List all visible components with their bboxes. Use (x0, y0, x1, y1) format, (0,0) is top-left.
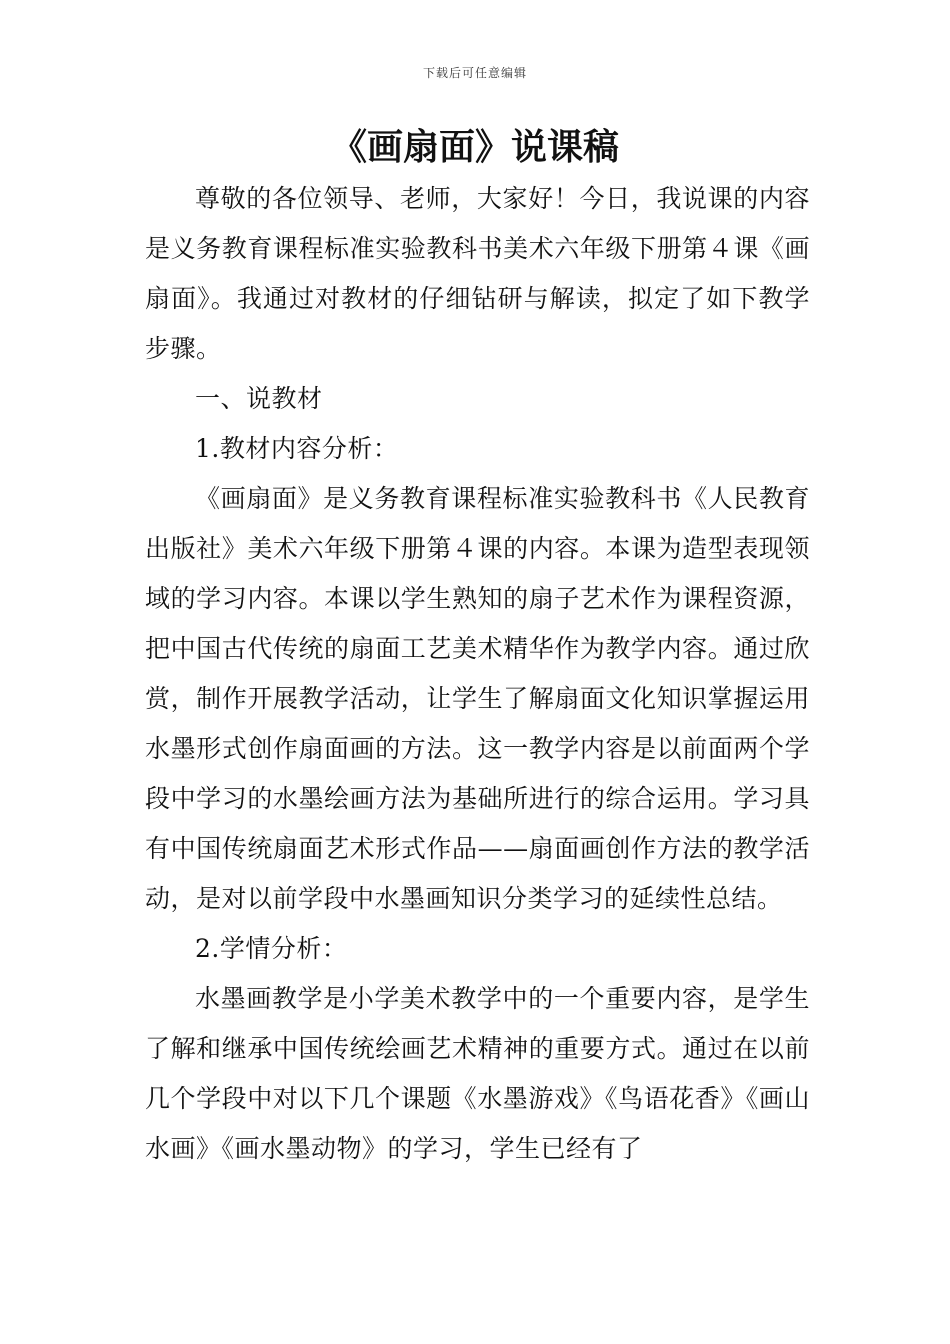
section-heading-textbook: 一、说教材 (195, 384, 323, 413)
page-title: 《画扇面》说课稿 (330, 127, 619, 168)
paragraph-student-analysis: 水墨画教学是小学美术教学中的一个重要内容，是学生了解和继承中国传统绘画艺术精神的重要方式。通过在以前几个学段中对以下几个课题《水墨游戏》《鸟语花香》《画山水画》《画水墨动物》的学习，学生已经有了 (145, 984, 810, 1163)
paragraph-intro: 尊敬的各位领导、老师，大家好！今日，我说课的内容是义务教育课程标准实验教科书美术六年级下册第４课《画扇面》。我通过对教材的仔细钻研与解读，拟定了如下教学步骤。 (145, 184, 810, 363)
subheading-content-analysis: 1.教材内容分析： (195, 434, 399, 463)
document-body (145, 174, 810, 1174)
header-note: 下载后可任意编辑 (422, 66, 527, 80)
paragraph-content-analysis: 《画扇面》是义务教育课程标准实验教科书《人民教育出版社》美术六年级下册第４课的内容。本课为造型表现领域的学习内容。本课以学生熟知的扇子艺术作为课程资源，把中国古代传统的扇面工艺美术精华作为教学内容。通过欣赏，制作开展教学活动，让学生了解扇面文化知识掌握运用水墨形式创作扇面画的方法。这一教学内容是以前面两个学段中学习的水墨绘画方法为基础所进行的综合运用。学习具有中国传统扇面艺术形式作品——扇面画创作方法的教学活动，是对以前学段中水墨画知识分类学习的延续性总结。 (145, 484, 810, 913)
subheading-student-analysis: 2.学情分析： (195, 934, 348, 963)
